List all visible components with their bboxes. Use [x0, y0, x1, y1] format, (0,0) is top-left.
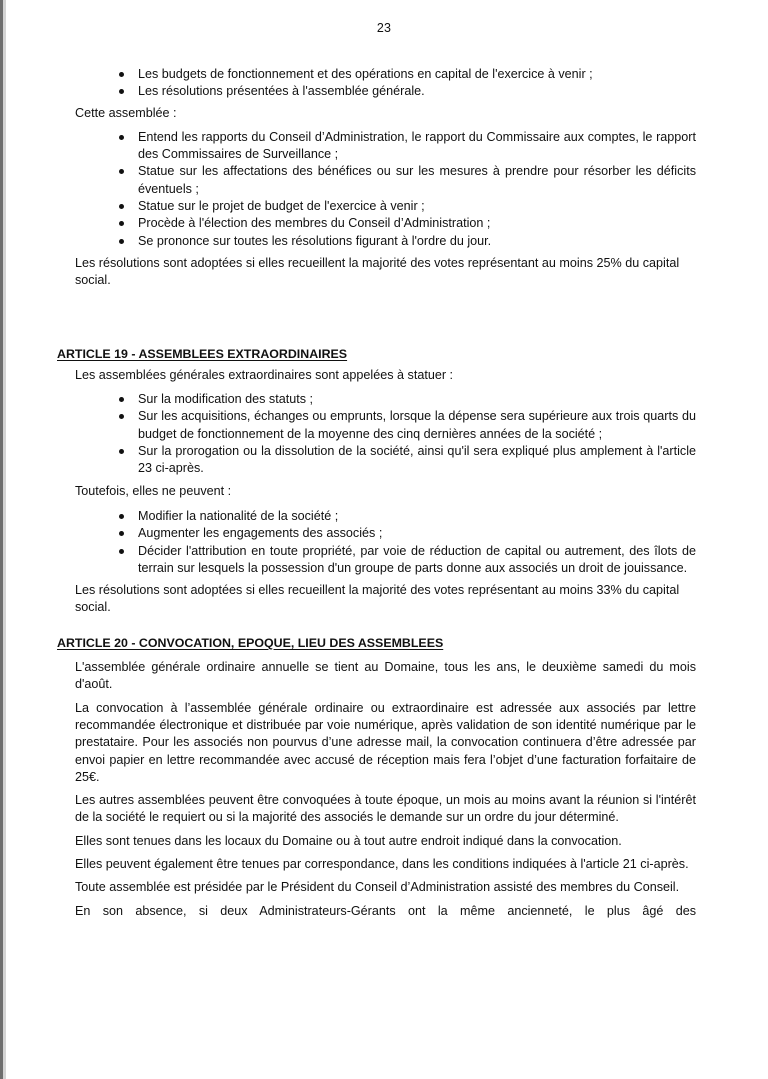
list-item: Décider l'attribution en toute propriété, par voie de réduction de capital ou autrement, des îlots de terrain sur lesquels la possession d'un groupe de parts donne aux associés un droit de jouissance.: [138, 543, 696, 578]
list-item: Entend les rapports du Conseil d’Administration, le rapport du Commissaire aux comptes, le rapport des Commissaires de Surveillance ;: [138, 129, 696, 164]
article-20-paragraph: En son absence, si deux Administrateurs-Gérants ont la même ancienneté, le plus âgé des: [75, 903, 696, 918]
article-19-cannot-list: [57, 508, 696, 577]
article-19-intro: Les assemblées générales extraordinaires sont appelées à statuer :: [75, 367, 454, 382]
list-item: Se prononce sur toutes les résolutions figurant à l'ordre du jour.: [138, 233, 696, 250]
bullet-icon: [119, 239, 124, 244]
page-number: 23: [376, 21, 392, 35]
assembly-label: Cette assemblée :: [75, 105, 177, 120]
article-19-bullet-list: [57, 391, 696, 477]
bullet-icon: [119, 221, 124, 226]
bullet-icon: [119, 397, 124, 402]
document-body: [57, 66, 696, 920]
article-20-paragraph: L'assemblée générale ordinaire annuelle se tient au Domaine, tous les ans, le deuxième samedi du mois d'août.: [75, 660, 696, 692]
bullet-icon: [119, 414, 124, 419]
article-20-paragraph: Elles sont tenues dans les locaux du Domaine ou à tout autre endroit indiqué dans la convocation.: [75, 833, 622, 848]
list-item: Les résolutions présentées à l'assemblée générale.: [138, 83, 696, 100]
article-20-heading: ARTICLE 20 - CONVOCATION, EPOQUE, LIEU DES ASSEMBLEES: [57, 635, 444, 650]
page-edge-highlight: [3, 0, 6, 1079]
bullet-icon: [119, 531, 124, 536]
article-19-however: Toutefois, elles ne peuvent :: [75, 483, 232, 498]
bullet-icon: [119, 72, 124, 77]
list-item: Sur la prorogation ou la dissolution de la société, ainsi qu'il sera expliqué plus amplement à l'article 23 ci-après.: [138, 443, 696, 478]
bullet-icon: [119, 514, 124, 519]
assembly-bullet-list: [57, 129, 696, 250]
bullet-icon: [119, 169, 124, 174]
bullet-icon: [119, 549, 124, 554]
list-item: Statue sur les affectations des bénéfices ou sur les mesures à prendre pour résorber les déficits éventuels ;: [138, 163, 696, 198]
list-item: Augmenter les engagements des associés ;: [138, 525, 696, 542]
resolutions-33-paragraph: Les résolutions sont adoptées si elles recueillent la majorité des votes représentant au moins 33% du capital social.: [75, 583, 680, 615]
bullet-icon: [119, 204, 124, 209]
article-20-paragraph: Les autres assemblées peuvent être convoquées à toute époque, un mois au moins avant la réunion si l'intérêt de la société le requiert ou si la majorité des associés le demande sur un ordre du jour déterminé.: [75, 793, 696, 825]
resolutions-25-paragraph: Les résolutions sont adoptées si elles recueillent la majorité des votes représentant au moins 25% du capital social.: [75, 255, 680, 288]
bullet-icon: [119, 135, 124, 140]
article-20-paragraph: Elles peuvent également être tenues par correspondance, dans les conditions indiquées à l'article 21 ci-après.: [75, 856, 689, 871]
list-item: Statue sur le projet de budget de l'exercice à venir ;: [138, 198, 696, 215]
list-item: Sur la modification des statuts ;: [138, 391, 696, 408]
bullet-icon: [119, 449, 124, 454]
list-item: Les budgets de fonctionnement et des opérations en capital de l'exercice à venir ;: [138, 66, 696, 83]
article-20-paragraph: La convocation à l’assemblée générale ordinaire ou extraordinaire est adressée aux associés par lettre recommandée électronique et distribuée par voie numérique, après validation de son identité numérique par le prestataire. Pour les associés non pourvus d’une adresse mail, la convocation continuera d’être adressée par envoi papier en lettre recommandée avec accusé de réception mais fera l’objet d’une facturation forfaitaire de 25€.: [75, 700, 696, 784]
bullet-icon: [119, 89, 124, 94]
intro-bullet-list: [57, 66, 696, 101]
list-item: Procède à l'élection des membres du Conseil d’Administration ;: [138, 215, 696, 232]
article-19-heading: ARTICLE 19 - ASSEMBLEES EXTRAORDINAIRES: [57, 346, 348, 361]
list-item: Sur les acquisitions, échanges ou emprunts, lorsque la dépense sera supérieure aux trois quarts du budget de fonctionnement de la moyenne des cinq dernières années de la société ;: [138, 408, 696, 443]
article-20-paragraph: Toute assemblée est présidée par le Président du Conseil d’Administration assisté des membres du Conseil.: [75, 880, 680, 895]
list-item: Modifier la nationalité de la société ;: [138, 508, 696, 525]
